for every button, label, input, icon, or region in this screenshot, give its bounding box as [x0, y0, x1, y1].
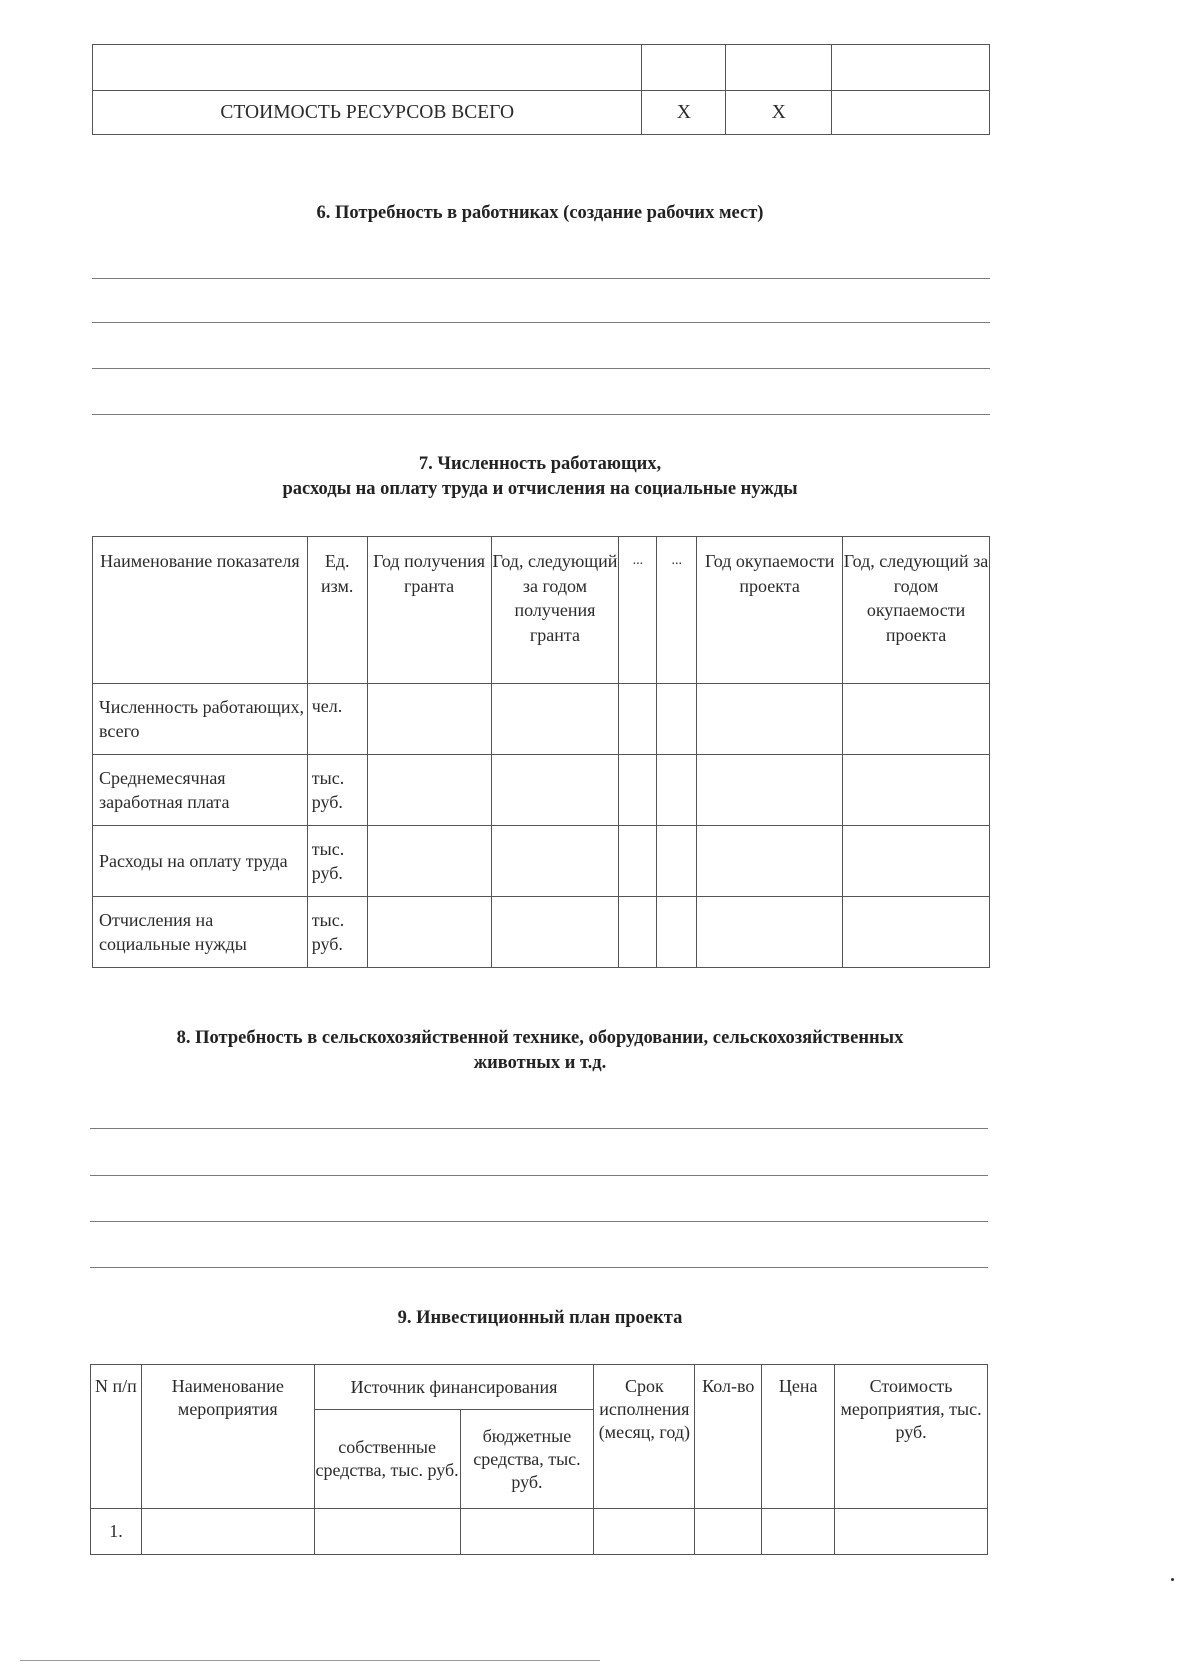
table-cell	[697, 897, 843, 968]
row-unit: чел.	[307, 684, 367, 755]
table-cell	[762, 1509, 835, 1555]
investment-plan-table	[90, 1364, 988, 1555]
row-indicator-name: Численность работающих, всего	[93, 684, 308, 755]
table-cell	[491, 826, 619, 897]
table-cell	[491, 684, 619, 755]
table-cell	[642, 45, 726, 91]
row-unit: тыс. руб.	[307, 826, 367, 897]
resources-table	[92, 44, 990, 135]
table-cell	[726, 45, 832, 91]
blank-line	[90, 1128, 988, 1129]
table-cell	[619, 755, 657, 826]
header-number: N п/п	[91, 1365, 142, 1509]
resources-total-x1: Х	[642, 91, 726, 135]
header-own-funds: собственные средства, тыс. руб.	[314, 1410, 460, 1509]
table-header-row	[93, 537, 990, 684]
staff-table	[92, 536, 990, 968]
row-number: 1.	[91, 1509, 142, 1555]
table-cell	[619, 684, 657, 755]
row-indicator-name: Расходы на оплату труда	[93, 826, 308, 897]
table-cell	[697, 684, 843, 755]
table-cell	[697, 755, 843, 826]
header-indicator-name: Наименование показателя	[93, 537, 308, 684]
table-cell	[460, 1509, 594, 1555]
table-cell	[657, 755, 697, 826]
header-funding-source: Источник финансирования	[314, 1365, 594, 1410]
table-row	[93, 45, 990, 91]
header-unit: Ед. изм.	[307, 537, 367, 684]
table-cell	[367, 826, 491, 897]
table-cell	[367, 897, 491, 968]
header-quantity: Кол-во	[695, 1365, 762, 1509]
table-cell	[843, 826, 990, 897]
blank-line	[90, 1175, 988, 1176]
table-cell	[657, 684, 697, 755]
resources-total-label: СТОИМОСТЬ РЕСУРСОВ ВСЕГО	[93, 91, 642, 135]
blank-line	[92, 414, 990, 415]
table-cell	[843, 755, 990, 826]
header-price: Цена	[762, 1365, 835, 1509]
table-cell	[619, 826, 657, 897]
resources-total-x2: Х	[726, 91, 832, 135]
table-row	[93, 755, 990, 826]
table-cell	[141, 1509, 314, 1555]
table-cell	[697, 826, 843, 897]
header-budget-funds: бюджетные средства, тыс. руб.	[460, 1410, 594, 1509]
table-cell	[695, 1509, 762, 1555]
scan-speck	[1171, 1578, 1174, 1581]
header-ellipsis: ...	[619, 537, 657, 684]
blank-line	[92, 278, 990, 279]
row-indicator-name: Отчисления на социальные нужды	[93, 897, 308, 968]
header-term: Срок исполнения (месяц, год)	[594, 1365, 695, 1509]
table-row	[93, 684, 990, 755]
blank-line	[92, 368, 990, 369]
header-event-name: Наименование мероприятия	[141, 1365, 314, 1509]
row-indicator-name: Среднемесячная заработная плата	[93, 755, 308, 826]
section7-title-line2: расходы на оплату труда и отчисления на социальные нужды	[282, 479, 798, 499]
table-cell	[657, 826, 697, 897]
table-header-row	[91, 1365, 988, 1410]
table-cell	[314, 1509, 460, 1555]
table-cell	[93, 45, 642, 91]
header-year-after-payback: Год, следующий за годом окупаемости проекта	[843, 537, 990, 684]
table-cell	[619, 897, 657, 968]
section7-title-line1: 7. Численность работающих,	[418, 454, 662, 474]
blank-line	[90, 1221, 988, 1222]
table-cell	[491, 755, 619, 826]
section9-title: 9. Инвестиционный план проекта	[397, 1308, 683, 1328]
section6-title: 6. Потребность в работниках (создание рабочих мест)	[316, 203, 764, 223]
resources-total-value	[832, 91, 990, 135]
blank-line	[92, 322, 990, 323]
section8-title-line2: животных и т.д.	[473, 1053, 607, 1073]
table-cell	[835, 1509, 988, 1555]
header-payback-year: Год окупаемости проекта	[697, 537, 843, 684]
blank-line	[90, 1267, 988, 1268]
header-year-after-grant: Год, следующий за годом получения гранта	[491, 537, 619, 684]
header-grant-year: Год получения гранта	[367, 537, 491, 684]
row-unit: тыс. руб.	[307, 897, 367, 968]
header-cost: Стоимость мероприятия, тыс. руб.	[835, 1365, 988, 1509]
table-row	[93, 826, 990, 897]
header-ellipsis: ...	[657, 537, 697, 684]
section8-title-line1: 8. Потребность в сельскохозяйственной технике, оборудовании, сельскохозяйственных	[176, 1028, 904, 1048]
row-unit: тыс. руб.	[307, 755, 367, 826]
table-cell	[594, 1509, 695, 1555]
table-row	[93, 897, 990, 968]
table-cell	[843, 897, 990, 968]
table-cell	[367, 684, 491, 755]
table-cell	[832, 45, 990, 91]
table-row	[91, 1509, 988, 1555]
scan-edge-line	[20, 1660, 600, 1661]
table-cell	[843, 684, 990, 755]
table-cell	[491, 897, 619, 968]
table-cell	[657, 897, 697, 968]
table-cell	[367, 755, 491, 826]
table-row	[93, 91, 990, 135]
